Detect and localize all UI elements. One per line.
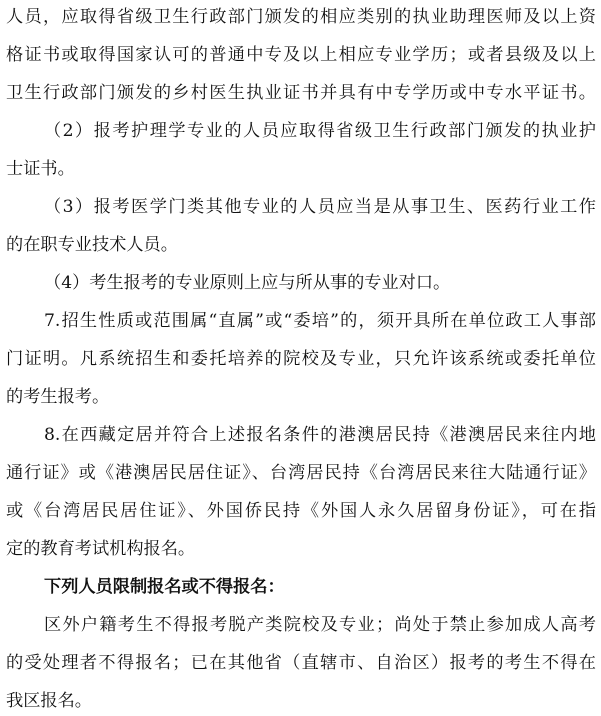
text-line-18: 的受处理者不得报名；已在其他省（直辖市、自治区）报考的考生不得在 — [6, 653, 596, 673]
text-line-15: 定的教育考试机构报名。 — [6, 539, 196, 559]
text-line-10: 门证明。凡系统招生和委托培养的院校及专业，只允许该系统或委托单位 — [6, 349, 596, 369]
text-line-11: 的考生报考。 — [6, 387, 110, 407]
text-line-8: （4）考生报考的专业原则上应与所从事的专业对口。 — [44, 273, 451, 293]
text-line-7: 的在职专业技术人员。 — [6, 235, 178, 255]
text-line-3: 卫生行政部门颁发的乡村医生执业证书并具有中专学历或中专水平证书。 — [6, 83, 596, 103]
text-line-17: 区外户籍考生不得报考脱产类院校及专业；尚处于禁止参加成人高考 — [44, 615, 596, 635]
text-line-14: 或《台湾居民居住证》、外国侨民持《外国人永久居留身份证》，可在指 — [6, 501, 596, 521]
text-line-12: 8.在西藏定居并符合上述报名条件的港澳居民持《港澳居民来往内地 — [44, 425, 596, 445]
text-line-5: 士证书。 — [6, 159, 75, 179]
text-line-2: 格证书或取得国家认可的普通中专及以上相应专业学历；或者县级及以上 — [6, 45, 596, 65]
text-line-13: 通行证》或《港澳居民居住证》、台湾居民持《台湾居民来往大陆通行证》 — [6, 463, 596, 483]
text-line-9: 7.招生性质或范围属“直属”或“委培”的，须开具所在单位政工人事部 — [44, 311, 596, 331]
text-line-4: （2）报考护理学专业的人员应取得省级卫生行政部门颁发的执业护 — [44, 121, 596, 141]
section-heading: 下列人员限制报名或不得报名： — [44, 577, 285, 597]
text-line-19: 我区报名。 — [6, 691, 92, 711]
text-line-6: （3）报考医学门类其他专业的人员应当是从事卫生、医药行业工作 — [44, 197, 596, 217]
text-line-1: 人员，应取得省级卫生行政部门颁发的相应类别的执业助理医师及以上资 — [6, 7, 596, 27]
